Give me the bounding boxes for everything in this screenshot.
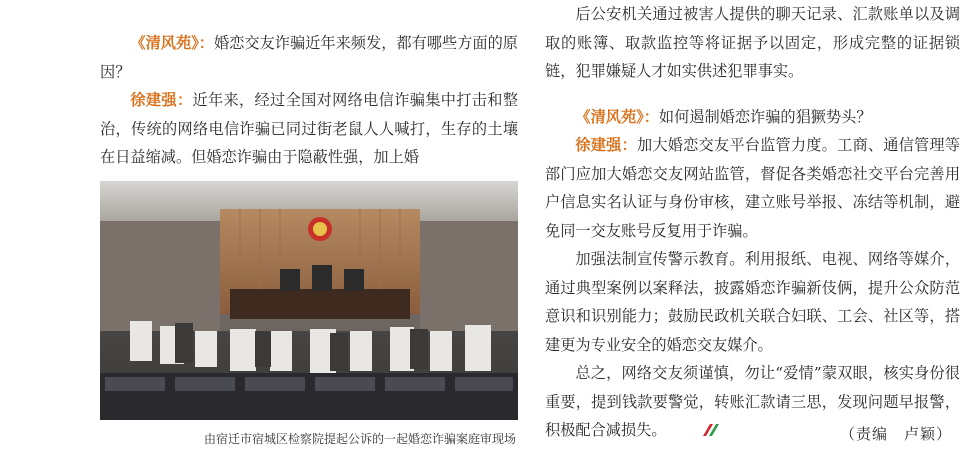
- answer-1: [100, 86, 518, 172]
- question-2: [545, 103, 960, 132]
- right-column: [545, 0, 960, 448]
- question-1: [100, 29, 518, 86]
- end-mark-icon: [671, 419, 721, 448]
- courtroom-photo: [100, 181, 518, 420]
- paragraph-2: [545, 245, 960, 359]
- question-2-text: 如何遏制婚恋诈骗的猖獗势头？: [658, 107, 872, 126]
- left-column: [100, 0, 518, 172]
- interviewer-label: 《清风苑》：: [575, 107, 659, 126]
- interviewee-label: 徐建强：: [130, 91, 193, 109]
- courtroom-scene: [100, 181, 518, 420]
- paragraph-3-text: 总之，网络交友须谨慎，勿让“爱情”蒙双眼，核实身份很重要，提到钱款要警觉，转账汇款请三思，发现问题早报警，积极配合减损失。: [545, 364, 960, 439]
- paragraph-1-text: 后公安机关通过被害人提供的聊天记录、汇款账单以及调取的账簿、取款监控等将证据予以固定，形成完整的证据锁链，犯罪嫌疑人才如实供述犯罪事实。: [545, 5, 960, 80]
- answer-2-text: 加大婚恋交友平台监管力度。工商、通信管理等部门应加大婚恋交友网站监管，督促各类婚恋社交平台完善用户信息实名认证与身份审核，建立账号举报、冻结等机制，避免同一交友账号反复用于诈骗。: [545, 136, 961, 240]
- paragraph-2-text: 加强法制宣传警示教育。利用报纸、电视、网络等媒介，通过典型案例以案释法，披露婚恋诈骗新伎俩，提升公众防范意识和识别能力；鼓励民政机关联合妇联、工会、社区等，搭建更为专业安全的婚恋交友媒介。: [545, 250, 960, 354]
- interviewer-label: 《清风苑》：: [130, 34, 214, 52]
- answer-1-text: 近年来，经过全国对网络电信诈骗集中打击和整治，传统的网络电信诈骗已同过街老鼠人人喊打，生存的土壤在日益缩减。但婚恋诈骗由于隐蔽性强，加上婚: [100, 91, 519, 166]
- editor-note: （责编 卢颖）: [839, 425, 952, 443]
- paragraph-1: [545, 0, 960, 86]
- photo-caption: 由宿迁市宿城区检察院提起公诉的一起婚恋诈骗案庭审现场: [203, 432, 516, 446]
- question-1-text: 婚恋交友诈骗近年来频发，都有哪些方面的原因？: [100, 34, 518, 81]
- answer-2: [545, 131, 960, 245]
- interviewee-label: 徐建强：: [575, 136, 637, 154]
